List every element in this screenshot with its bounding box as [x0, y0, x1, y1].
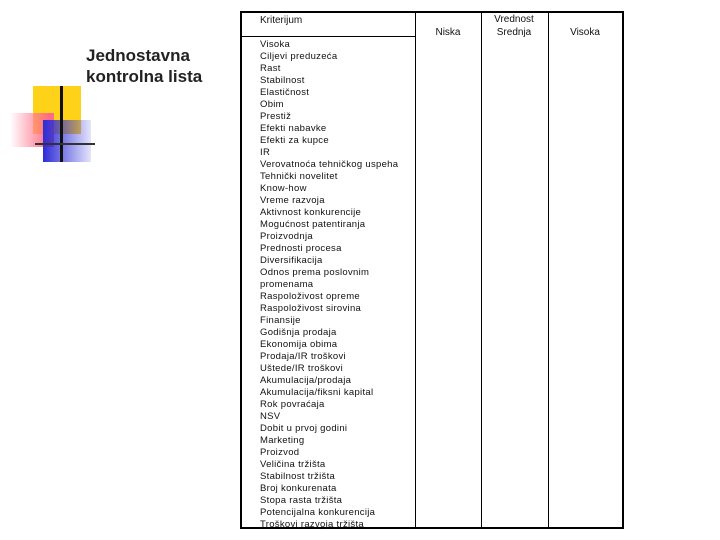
criterion-item: Efekti nabavke — [260, 123, 327, 134]
criterion-item: promenama — [260, 279, 314, 290]
criterion-item: Mogućnost patentiranja — [260, 219, 366, 230]
level-header-high: Visoka — [570, 27, 600, 38]
criterion-item: Odnos prema poslovnim — [260, 267, 370, 278]
column-divider — [415, 13, 416, 527]
decor-blue-square — [43, 120, 91, 162]
level-header-low: Niska — [435, 27, 461, 38]
criterion-item: Proizvod — [260, 447, 300, 458]
criterion-item: IR — [260, 147, 271, 158]
criterion-item: Veličina tržišta — [260, 459, 326, 470]
criterion-item: Potencijalna konkurencija — [260, 507, 376, 518]
criterion-item: Akumulacija/prodaja — [260, 375, 352, 386]
criterion-item: Stabilnost tržišta — [260, 471, 336, 482]
value-header: Vrednost — [494, 14, 534, 25]
decor-horizontal-line — [35, 143, 95, 145]
criterion-item: Aktivnost konkurencije — [260, 207, 362, 218]
header-separator — [242, 36, 415, 37]
criterion-item: Raspoloživost opreme — [260, 291, 360, 302]
criterion-item: Ciljevi preduzeća — [260, 51, 338, 62]
criterion-item: Visoka — [260, 39, 291, 50]
criterion-item: Stopa rasta tržišta — [260, 495, 343, 506]
criterion-item: Uštede/IR troškovi — [260, 363, 344, 374]
criterion-item: Rok povraćaja — [260, 399, 325, 410]
criterion-item: Prodaja/IR troškovi — [260, 351, 346, 362]
criterion-item: Troškovi razvoja tržišta — [260, 519, 364, 530]
column-divider — [481, 13, 482, 527]
criterion-item: Godišnja prodaja — [260, 327, 337, 338]
criterion-item: Prestiž — [260, 111, 292, 122]
criterion-item: Raspoloživost sirovina — [260, 303, 362, 314]
criterion-item: Vreme razvoja — [260, 195, 325, 206]
criterion-item: NSV — [260, 411, 281, 422]
criterion-item: Rast — [260, 63, 281, 74]
criterion-item: Verovatnoća tehničkog uspeha — [260, 159, 399, 170]
criterion-item: Dobit u prvoj godini — [260, 423, 348, 434]
level-header-medium: Srednja — [496, 27, 532, 38]
criterion-item: Elastičnost — [260, 87, 310, 98]
decor-vertical-line — [60, 86, 63, 162]
criterion-item: Prednosti procesa — [260, 243, 342, 254]
criterion-item: Ekonomija obima — [260, 339, 338, 350]
criterion-item: Finansije — [260, 315, 301, 326]
criterion-item: Akumulacija/fiksni kapital — [260, 387, 374, 398]
criterion-item: Marketing — [260, 435, 305, 446]
criterion-item: Stabilnost — [260, 75, 305, 86]
criteria-list — [260, 39, 412, 531]
criterion-item: Obim — [260, 99, 284, 110]
criteria-header: Kriterijum — [260, 15, 303, 26]
criterion-item: Tehnički novelitet — [260, 171, 338, 182]
slide-title: Jednostavna kontrolna lista — [86, 46, 203, 86]
criterion-item: Know-how — [260, 183, 307, 194]
criterion-item: Proizvodnja — [260, 231, 313, 242]
criterion-item: Broj konkurenata — [260, 483, 337, 494]
checklist-table — [240, 11, 624, 529]
criterion-item: Diversifikacija — [260, 255, 323, 266]
column-divider — [548, 13, 549, 527]
criterion-item: Efekti za kupce — [260, 135, 329, 146]
